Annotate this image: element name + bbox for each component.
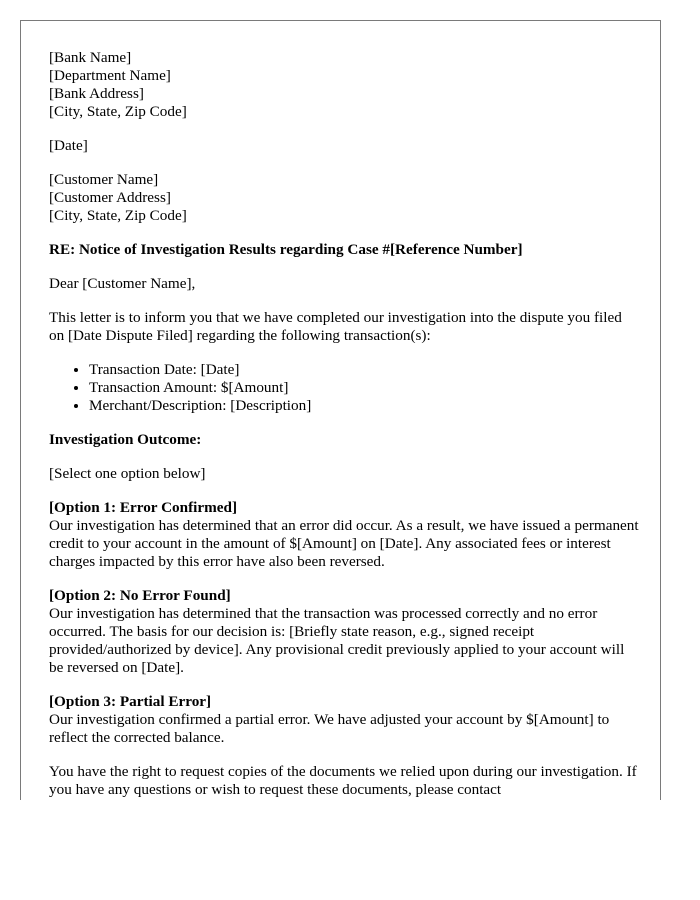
letter-date: [Date] bbox=[49, 137, 88, 154]
option-body: Our investigation confirmed a partial error. We have adjusted your account by $[Amount] to reflect the corrected balance. bbox=[49, 711, 610, 746]
option-title: [Option 3: Partial Error] bbox=[49, 693, 212, 710]
option-partial-error bbox=[49, 693, 639, 747]
option-no-error-found bbox=[49, 587, 639, 677]
customer-address-block bbox=[49, 171, 639, 225]
letter-content bbox=[49, 49, 639, 800]
option-body: Our investigation has determined that the transaction was processed correctly and no error occurred. The basis for our decision is: [Briefly state reason, e.g., signed receipt provided/authorized by device]. Any provisional credit previously applied to your account will be reversed on [Date]. bbox=[49, 605, 625, 676]
outcome-heading: Investigation Outcome: bbox=[49, 431, 202, 448]
bank-address: [Bank Address] bbox=[49, 85, 144, 102]
intro-paragraph: This letter is to inform you that we have completed our investigation into the dispute you filed on [Date Dispute Filed] regarding the following transaction(s): bbox=[49, 309, 622, 344]
customer-city-state-zip: [City, State, Zip Code] bbox=[49, 207, 187, 224]
bank-city-state-zip: [City, State, Zip Code] bbox=[49, 103, 187, 120]
bank-address-block bbox=[49, 49, 639, 121]
option-body: Our investigation has determined that an error did occur. As a result, we have issued a permanent credit to your account in the amount of $[Amount] on [Date]. Any associated fees or interest charges impacted by this error have also been reversed. bbox=[49, 517, 639, 570]
department-name: [Department Name] bbox=[49, 67, 171, 84]
list-item: • Merchant/Description: [Description] bbox=[89, 397, 639, 415]
option-title: [Option 1: Error Confirmed] bbox=[49, 499, 237, 516]
transaction-list bbox=[49, 361, 639, 415]
option-error-confirmed bbox=[49, 499, 639, 571]
closing-paragraph: You have the right to request copies of the documents we relied upon during our investigation. If you have any questions or wish to request these documents, please contact bbox=[49, 763, 637, 798]
option-title: [Option 2: No Error Found] bbox=[49, 587, 231, 604]
list-item: • Transaction Amount: $[Amount] bbox=[89, 379, 639, 397]
select-note: [Select one option below] bbox=[49, 465, 206, 482]
list-item: • Transaction Date: [Date] bbox=[89, 361, 639, 379]
salutation: Dear [Customer Name], bbox=[49, 275, 196, 292]
customer-address: [Customer Address] bbox=[49, 189, 171, 206]
subject-line: RE: Notice of Investigation Results regarding Case #[Reference Number] bbox=[49, 241, 523, 258]
customer-name: [Customer Name] bbox=[49, 171, 159, 188]
bank-name: [Bank Name] bbox=[49, 49, 132, 66]
letter-page bbox=[20, 20, 661, 800]
